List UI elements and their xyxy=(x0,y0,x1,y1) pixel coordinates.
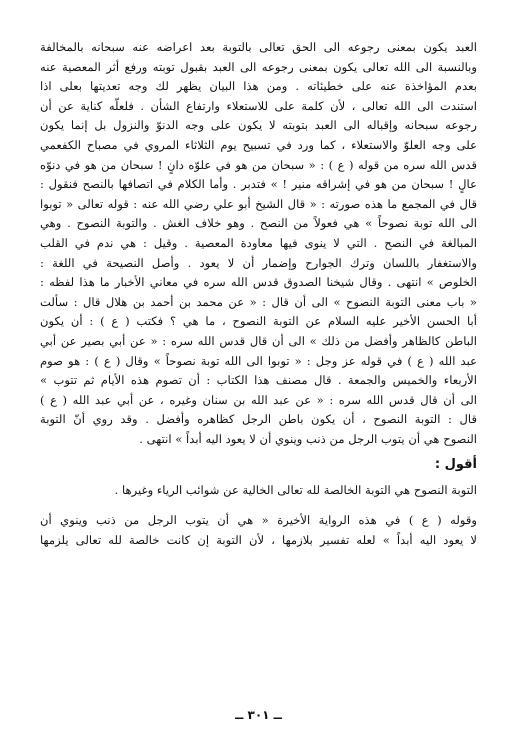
body-line: قدس الله سره من قوله ( ع ) : « سبحان من هو في علوّه دانٍ ! سبحان من هو في دنوّه xyxy=(40,157,477,172)
body-line: الى أن قال قدس الله سره : « عن عبد الله بن سنان وغيره ، عن أبي عبد الله ( ع ) xyxy=(40,392,477,407)
body-line: عالٍ ! سبحان من هو في إشراقه منير ! » فتدبر . وأما الكلام في اتصافها بالنصح فنقول : xyxy=(40,177,477,192)
body-line: عبد الله ( ع ) في قوله عز وجل : « توبوا الى الله توبة نصوحاً » وقال ( ع ) : هو صوم xyxy=(40,353,477,368)
body-line: والاستغفار باللسان وترك الجوارح وإضمار أن لا يعود . وأصل النصيحة في اللغة : xyxy=(40,255,477,270)
page-number: ــ ٣٠١ ــ xyxy=(235,708,282,722)
body-line: رجوعه سبحانه وإقباله الى العبد بتوبته لا يكون على وجه الدنوّ والنزول بل إنما يكون xyxy=(40,118,477,133)
paragraph-gap xyxy=(40,501,477,511)
body-line: استندت الى الله تعالى ، لأن كلمة على للاستعلاء وارتفاع الشأن . فلعلّه كناية عن أن xyxy=(40,98,477,113)
body-line: « باب معنى التوبة النصوح » الى أن قال : « عن محمد بن أحمد بن هلال قال : سألت xyxy=(40,294,477,309)
body-line: الى الله توبة نصوحاً » هي فعولاً من النصح . وهو خلاف الغش . والتوبة النصوح . وهي xyxy=(40,216,477,231)
body-line: الباطن كالظاهر وأفضل من ذلك » الى أن قال قدس الله سره : « عن أبي بصير عن أبي xyxy=(40,333,477,348)
section-heading: أقول : xyxy=(434,457,477,473)
page-body xyxy=(40,38,477,550)
body-line: قال : التوبة النصوح ، أن يكون باطن الرجل كظاهره وأفضل . وقد روي أنّ التوبة xyxy=(40,412,477,427)
body-line: العبد يكون بمعنى رجوعه الى الحق تعالى بالتوبة بعد اعراضه عنه سبحانه بالمخالفة xyxy=(40,40,477,54)
body-line: قال في المجمع ما هذه صورته : « قال الشيخ أبو علي رضي الله عنه : قوله تعالى « توبوا xyxy=(40,196,477,211)
body-line: على وجه العلوّ والاستعلاء ، كما ورد في تسبيح يوم الثلاثاء المروي في مصباح الكفعمي xyxy=(40,137,477,152)
body-line: لا يعود اليه أبداً » لعله تفسير بلازمها ، لأن التوبة إن كانت خالصة لله تعالى يلزمها xyxy=(40,532,477,547)
body-line: أبا الحسن الأخير عليه السلام عن التوبة النصوح ، ما هي ؟ فكتب ( ع ) : أن يكون xyxy=(40,314,477,329)
body-line: وقوله ( ع ) في هذه الرواية الأخيرة « هي أن يتوب الرجل من ذنب وينوي أن xyxy=(40,513,477,528)
body-line: وبالنسبة الى الله تعالى يكون بمعنى رجوعه الى العبد بقبول توبته ورفع أثر المعصية عنه xyxy=(40,59,477,74)
body-line: المبالغة في النصح . التي لا ينوى فيها معاودة المعصية . وقيل : هي ندم في القلب xyxy=(40,235,477,250)
body-line: الخلوص » انتهى . وقال شيخنا الصدوق قدس الله سره في معاني الأخبار ما هذا لفظه : xyxy=(40,275,477,290)
body-line: بعدم المؤاخذة عنه على خطيئاته . ومن هذا البيان يظهر لك وجه تعديتها بعلى اذا xyxy=(40,79,477,94)
body-line: الأربعاء والخميس والجمعة . قال مصنف هذا الكتاب : أن تصوم هذه الأيام ثم تتوب » xyxy=(40,373,477,388)
body-line: التوبة النصوح هي التوبة الخالصة لله تعالى الخالية عن شوائب الرياء وغيرها . xyxy=(114,483,477,498)
body-line: النصوح هي أن يتوب الرجل من ذنب وينوي أن لا يعود اليه أبداً » انتهى . xyxy=(139,431,477,446)
